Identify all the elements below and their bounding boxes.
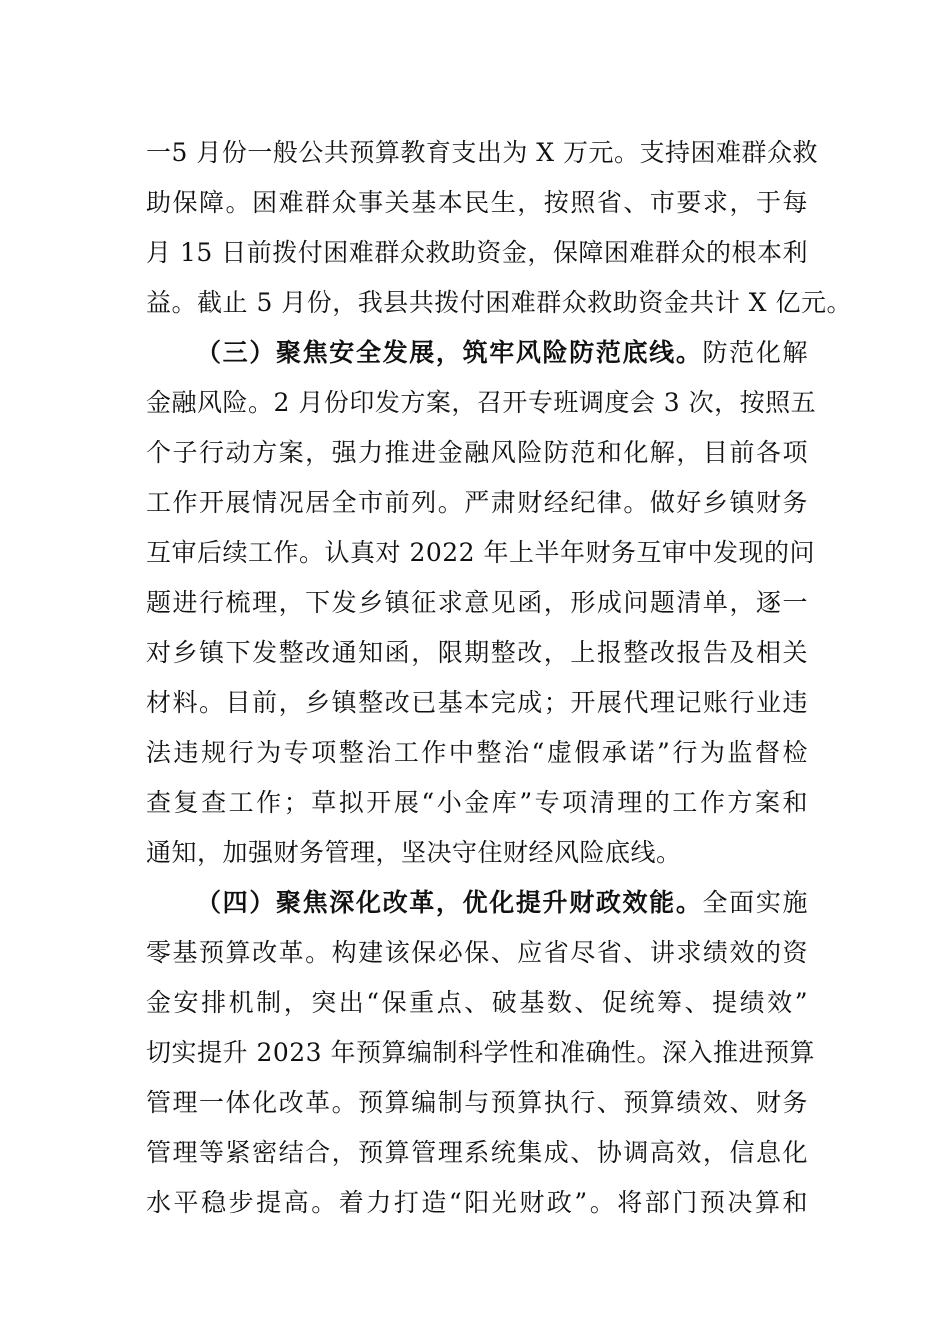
document-page bbox=[146, 128, 852, 1228]
text-fragment: 全面实施 bbox=[702, 888, 808, 917]
text-line: 助保障。困难群众事关基本民生，按照省、市要求，于每 bbox=[146, 188, 808, 217]
text-line: 金安排机制，突出“保重点、破基数、促统筹、提绩效” bbox=[146, 988, 808, 1017]
text-line: 零基预算改革。构建该保必保、应省尽省、讲求绩效的资 bbox=[146, 938, 808, 967]
text-line: 切实提升 2023 年预算编制科学性和准确性。深入推进预算 bbox=[146, 1038, 816, 1067]
text-line-first bbox=[146, 328, 808, 378]
text-line-first bbox=[146, 878, 808, 928]
text-line: 益。截止 5 月份，我县共拨付困难群众救助资金共计 X 亿元。 bbox=[146, 288, 852, 317]
section-heading-3: （三）聚焦安全发展，筑牢风险防范底线。 bbox=[196, 338, 703, 367]
text-line: 月 15 日前拨付困难群众救助资金，保障困难群众的根本利 bbox=[146, 238, 808, 267]
text-line: 工作开展情况居全市前列。严肃财经纪律。做好乡镇财务 bbox=[146, 488, 808, 517]
text-line: 一5 月份一般公共预算教育支出为 X 万元。支持困难群众救 bbox=[146, 138, 819, 167]
paragraph-3 bbox=[146, 878, 816, 1228]
text-line: 通知，加强财务管理，坚决守住财经风险底线。 bbox=[146, 838, 682, 867]
paragraph-2 bbox=[146, 328, 817, 878]
text-line: 水平稳步提高。着力打造“阳光财政”。将部门预决算和 bbox=[146, 1188, 808, 1217]
text-line: 金融风险。2 月份印发方案，召开专班调度会 3 次，按照五 bbox=[146, 388, 817, 417]
text-line: 管理一体化改革。预算编制与预算执行、预算绩效、财务 bbox=[146, 1088, 808, 1117]
text-line: 互审后续工作。认真对 2022 年上半年财务互审中发现的问 bbox=[146, 538, 816, 567]
text-line: 查复查工作；草拟开展“小金库”专项清理的工作方案和 bbox=[146, 788, 808, 817]
text-line: 题进行梳理，下发乡镇征求意见函，形成问题清单，逐一 bbox=[146, 588, 808, 617]
paragraph-1 bbox=[146, 128, 852, 328]
text-line: 对乡镇下发整改通知函，限期整改，上报整改报告及相关 bbox=[146, 638, 808, 667]
text-line: 材料。目前，乡镇整改已基本完成；开展代理记账行业违 bbox=[146, 688, 808, 717]
text-line: 管理等紧密结合，预算管理系统集成、协调高效，信息化 bbox=[146, 1138, 808, 1167]
text-line: 法违规行为专项整治工作中整治“虚假承诺”行为监督检 bbox=[146, 738, 808, 767]
text-line: 个子行动方案，强力推进金融风险防范和化解，目前各项 bbox=[146, 438, 808, 467]
section-heading-4: （四）聚焦深化改革，优化提升财政效能。 bbox=[196, 888, 703, 917]
text-fragment: 防范化解 bbox=[702, 338, 808, 367]
